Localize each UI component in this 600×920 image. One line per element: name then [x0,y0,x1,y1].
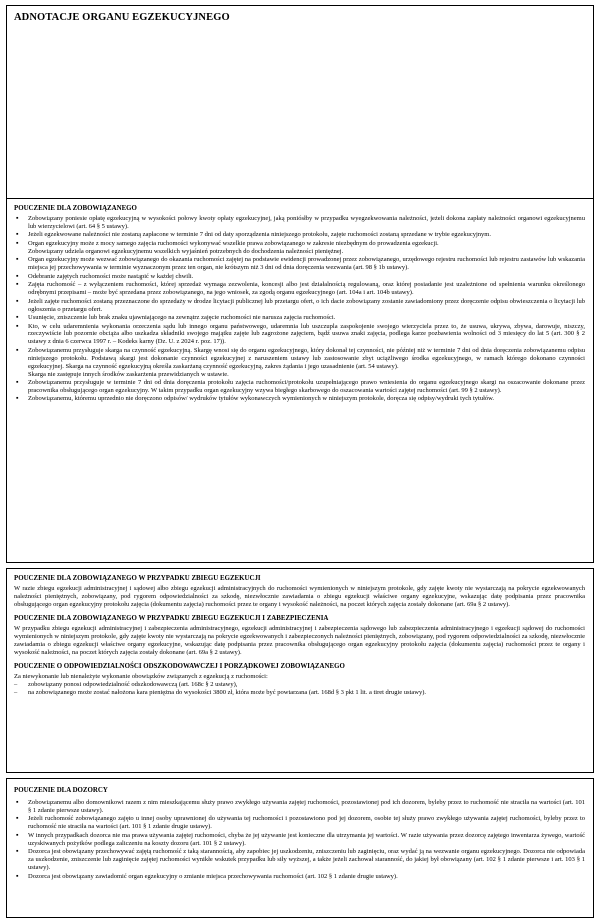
paragraph: Za niewykonanie lub nienależyte wykonanie obowiązków związanych z egzekucją z ruchomości: [14,673,268,680]
list-item: ▪ Jeżeli egzekwowane należności nie zostaną zapłacone w terminie 7 dni od daty sporządzenia niniejszego protokołu, zajęte ruchomości zostaną sprzedane w trybie egzekucyjnym. [14,231,585,239]
section-title-concurrence-security: POUCZENIE DLA ZOBOWIĄZANEGO W PRZYPADKU ZBIEGU EGZEKUCJI I ZABEZPIECZENIA [14,615,329,622]
list-item: – na zobowiązanego może zostać nałożona kara pieniężna do wysokości 3800 zł, która może być powtarzana (art. 168d § 3 pkt 1 lit. a tiret drugie ustawy). [14,689,593,697]
list-item: ▪ Zajęta ruchomość – z wyłączeniem ruchomości, której sprzedaż wymaga zezwolenia, koncesji albo jest działalnością regulowaną, oraz której posiadanie jest uzależnione od spełnienia warunku określonego odrębnymi przepisami – może być sprzedana przez zobowiązanego, na jego wniosek, za zgodą organu egzekucyjnego (art. 104a i art. 104b ustawy). [14,281,585,297]
section-title-concurrence: POUCZENIE DLA ZOBOWIĄZANEGO W PRZYPADKU ZBIEGU EGZEKUCJI [14,575,261,582]
obligor-instructions-list-3 [7,379,593,403]
list-item: ▪ Dozorca jest obowiązany zawiadomić organ egzekucyjny o zmianie miejsca przechowywania ruchomości (art. 102 § 1 zdanie drugie ustawy). [14,873,585,881]
custodian-box [6,778,594,918]
list-item: ▪ Jeżeli ruchomość zobowiązanego zajęto u innej osoby uprawnionej do używania tej ruchomości i pozostawiono pod jej dozorem, osobie tej służy prawo zwykłego używania zajętej ruchomości, byleby przez to ruchomość nie straciła na wartości (art. 101 § 1 zdanie drugie ustawy). [14,815,585,831]
annotations-title: ADNOTACJE ORGANU EGZEKUCYJNEGO [14,12,230,23]
section-title-liability: POUCZENIE O ODPOWIEDZIALNOŚCI ODSZKODOWAWCZEJ I PORZĄDKOWEJ ZOBOWIĄZANEGO [14,663,345,670]
list-item: ▪ Zobowiązany poniesie opłatę egzekucyjną w wysokości połowy kwoty opłaty egzekucyjnej, jaką poniósłby w przypadku wyegzekwowania należności, jeżeli dokona zapłaty należności organowi egzekucyjnemu lub wierzycielowi (art. 64 § 5 ustawy). [14,215,585,231]
list-item: – zobowiązany ponosi odpowiedzialność odszkodowawczą (art. 168c § 2 ustawy), [14,681,593,689]
obligor-instructions-list [7,215,593,248]
list-item: ▪ Zobowiązanemu, któremu uprzednio nie doręczono odpisów/ wydruków tytułów wykonawczych wymienionych w niniejszym protokole, doręcza się odpisy/wydruki tych tytułów. [14,395,585,403]
list-item: ▪ Zobowiązanemu albo domownikowi razem z nim mieszkającemu służy prawo zwykłego używania zajętej ruchomości, pozostawionej pod ich dozorem, byleby przez to ruchomość nie straciła na wartości (art. 101 § 1 zdanie pierwsze ustawy). [14,799,585,815]
concurrence-box [6,568,594,773]
list-item: ▪ Organ egzekucyjny może z mocy samego zajęcia ruchomości wykonywać wszelkie prawa zobowiązanego w zakresie niezbędnym do prowadzenia egzekucji. [14,240,585,248]
obligor-instructions-list-2 [7,256,593,370]
list-item: ▪ Zobowiązanemu przysługuje skarga na czynność egzekucyjną. Skargę wnosi się do organu egzekucyjnego, który dokonał tej czynności, nie później niż w terminie 7 dni od dnia doręczenia zobowiązanemu odpisu niniejszego protokołu. Podstawą skargi jest dokonanie czynności egzekucyjnej z naruszeniem ustawy lub zastosowanie zbyt uciążliwego środka egzekucyjnego, w ramach którego dokonano czynności egzekucyjnej. Skarga na czynność egzekucyjną określa zaskarżaną czynność egzekucyjną, zakres żądania i jego uzasadnienie (art. 54 ustawy). [14,347,585,371]
list-item: ▪ Zobowiązanemu przysługuje w terminie 7 dni od dnia doręczenia protokołu zajęcia ruchomości/protokołu uzupełniającego prawo wniesienia do organu egzekucyjnego skargi na oszacowanie dokonane przez pracownika obsługującego organ egzekucyjny. W takim przypadku organ egzekucyjny wzywa biegłego skarbowego do oszacowania wartości zajętej ruchomości (art. 99 § 2 ustawy). [14,379,585,395]
list-item: ▪ Dozorca jest obowiązany przechowywać zajętą ruchomość z taką starannością, aby zapobiec jej uszkodzeniu, zniszczeniu lub zaginięciu, oraz wydać ją na wezwanie organu egzekucyjnego. Dozorca nie odpowiada za uszkodzenie, zniszczenie lub zaginięcie zajętej ruchomości wynikłe wskutek przypadku lub siły wyższej, a także jeżeli zachował staranność, do jakiej był obowiązany (art. 102 § 1 zdanie pierwsze i art. 103 § 1 ustawy). [14,848,585,872]
custodian-instructions-list [7,799,593,880]
section-title-custodian: POUCZENIE DLA DOZORCY [14,787,108,794]
list-item: ▪ Jeżeli zajęte ruchomości zostaną przeznaczone do sprzedaży w drodze licytacji publicznej lub przetargu ofert, o ich dacie zobowiązany zostanie zawiadomiony przez doręczenie odpisu obwieszczenia o licytacji lub ogłoszenia o przetargu ofert. [14,298,585,314]
list-item: ▪ Organ egzekucyjny może wezwać zobowiązanego do okazania ruchomości zajętej na podstawie ewidencji prowadzonej przez zobowiązanego, urzędowego rejestru ruchomości lub rejestru zastawów lub wskazania miejsca jej przechowywania w terminie wyznaczonym przez ten organ, nie krótszym niż 3 dni od dnia doręczenia wezwania (art. 98 § 1b ustawy). [14,256,585,272]
section-title-obligor: POUCZENIE DLA ZOBOWIĄZANEGO [14,205,137,212]
list-item: ▪ W innych przypadkach dozorca nie ma prawa używania zajętej ruchomości, chyba że jej używanie jest konieczne dla utrzymania jej wartości. W razie używania przez dozorcę zajętego inwentarza żywego, wartość uzyskiwanych pożytków podlega zaliczeniu na koszty dozoru (art. 101 § 2 ustawy). [14,832,585,848]
liability-list [14,681,593,697]
list-item: ▪ Usunięcie, zniszczenie lub brak znaku ujawniającego na zewnątrz zajęcie ruchomości nie narusza zajęcia ruchomości. [14,314,585,322]
annotations-box [6,5,594,563]
paragraph: W przypadku zbiegu egzekucji administracyjnej i zabezpieczenia administracyjnego, egzekucji administracyjnej i zabezpieczenia sądowego lub zabezpieczenia administracyjnego i egzekucji sądowej do ruchomości wymienionych w niniejszym protokole, gdy zajęte kwoty nie wystarczają na pokrycie egzekwowanych i zabezpieczonych należności pieniężnych, zobowiązany, pod rygorem odpowiedzialności za szkodę, niezwłocznie zawiadamia o zbiegu egzekucji właściwe organy egzekucyjne, wskazując datę podpisania przez pracownika obsługującego organ egzekucyjny protokołu zajęcia (dokumentu zajęcia) ruchomości przez te organy i wysokość należności, na poczet których zajęcia zostały dokonane (art. 69a § 2 ustawy). [14,625,585,656]
paragraph: W razie zbiegu egzekucji administracyjnej i sądowej albo zbiegu egzekucji administracyjnych do ruchomości wymienionych w niniejszym protokole, gdy zajęte kwoty nie wystarczają na pokrycie egzekwowanych należności pieniężnych, zobowiązany, pod rygorem odpowiedzialności za szkodę, niezwłocznie zawiadamia o zbiegu egzekucji właściwe organy egzekucyjne, wskazując datę podpisania przez pracownika obsługującego organ egzekucyjny protokołu zajęcia (dokumentu zajęcia) ruchomości przez te organy i wysokość należności, na poczet których zajęcia zostały dokonane (art. 69a § 2 ustawy). [14,585,585,608]
list-item-continuation: Skarga nie zastępuje innych środków zaskarżenia przewidzianych w ustawie. [28,370,229,378]
list-item: ▪ Kto, w celu udaremnienia wykonania orzeczenia sądu lub innego organu państwowego, udaremnia lub uszczupla zaspokojenie swojego wierzyciela przez to, że usuwa, ukrywa, zbywa, darowuje, niszczy, rzeczywiście lub pozornie obciąża albo uszkadza składniki swojego majątku zajęte lub zagrożone zajęciem, bądź usuwa znaki zajęcia, podlega karze pozbawienia wolności od 3 miesięcy do lat 5 (art. 300 § 2 ustawy z dnia 6 czerwca 1997 r. – Kodeks karny (Dz. U. z 2024 r. poz. 17)). [14,323,585,347]
list-item-continuation: Zobowiązany udziela organowi egzekucyjnemu wszelkich wyjaśnień potrzebnych do dochodzenia należności pieniężnej. [28,247,344,255]
annotations-area [7,12,593,199]
list-item: ▪ Odebranie zajętych ruchomości może nastąpić w każdej chwili. [14,273,585,281]
